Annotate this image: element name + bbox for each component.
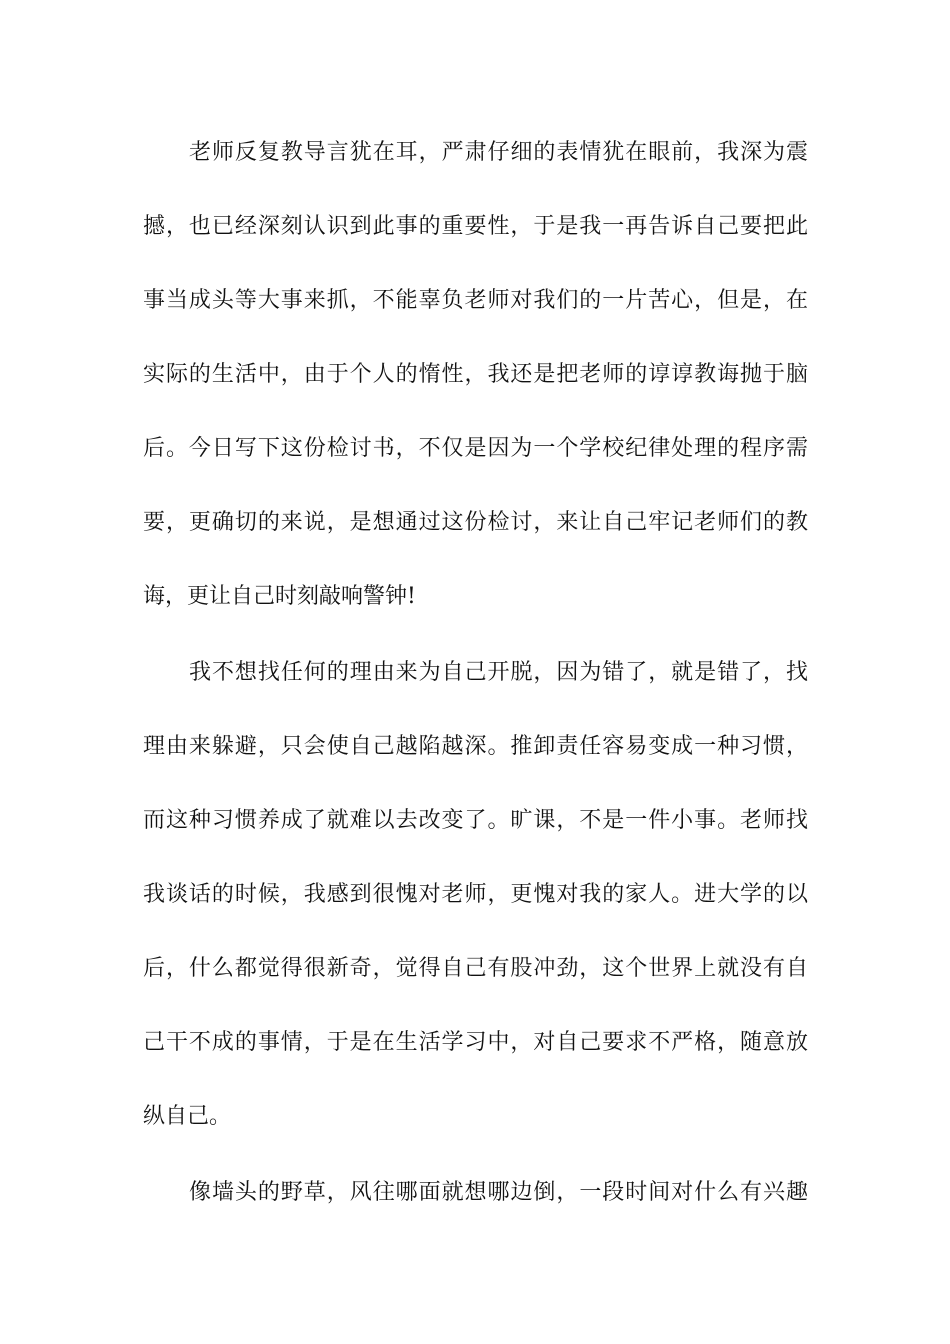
paragraph-2-line-5: 后，什么都觉得很新奇，觉得自己有股冲劲，这个世界上就没有自 xyxy=(143,956,808,981)
paragraph-1-line-3: 事当成头等大事来抓，不能辜负老师对我们的一片苦心，但是，在 xyxy=(143,288,808,313)
paragraph-1-line-1: 老师反复教导言犹在耳，严肃仔细的表情犹在眼前，我深为震 xyxy=(189,140,808,165)
paragraph-2-line-2: 理由来躲避，只会使自己越陷越深。推卸责任容易变成一种习惯， xyxy=(143,734,808,759)
paragraph-1-line-4: 实际的生活中，由于个人的惰性，我还是把老师的谆谆教诲抛于脑 xyxy=(143,362,808,387)
paragraph-3-line-1: 像墙头的野草，风往哪面就想哪边倒，一段时间对什么有兴趣 xyxy=(189,1180,808,1205)
paragraph-2-line-6: 己干不成的事情，于是在生活学习中，对自己要求不严格，随意放 xyxy=(143,1030,808,1055)
paragraph-1-line-6: 要，更确切的来说，是想通过这份检讨，来让自己牢记老师们的教 xyxy=(143,510,808,535)
paragraph-2-line-4: 我谈话的时候，我感到很愧对老师，更愧对我的家人。进大学的以 xyxy=(143,882,808,907)
paragraph-1-line-2: 撼，也已经深刻认识到此事的重要性，于是我一再告诉自己要把此 xyxy=(143,214,808,239)
paragraph-1-line-7: 诲，更让自己时刻敲响警钟! xyxy=(143,584,416,609)
paragraph-2-line-7: 纵自己。 xyxy=(143,1104,232,1129)
paragraph-1-line-5: 后。今日写下这份检讨书，不仅是因为一个学校纪律处理的程序需 xyxy=(143,436,808,461)
paragraph-2-line-1: 我不想找任何的理由来为自己开脱，因为错了，就是错了，找 xyxy=(189,660,808,685)
paragraph-2-line-3: 而这种习惯养成了就难以去改变了。旷课，不是一件小事。老师找 xyxy=(143,808,808,833)
